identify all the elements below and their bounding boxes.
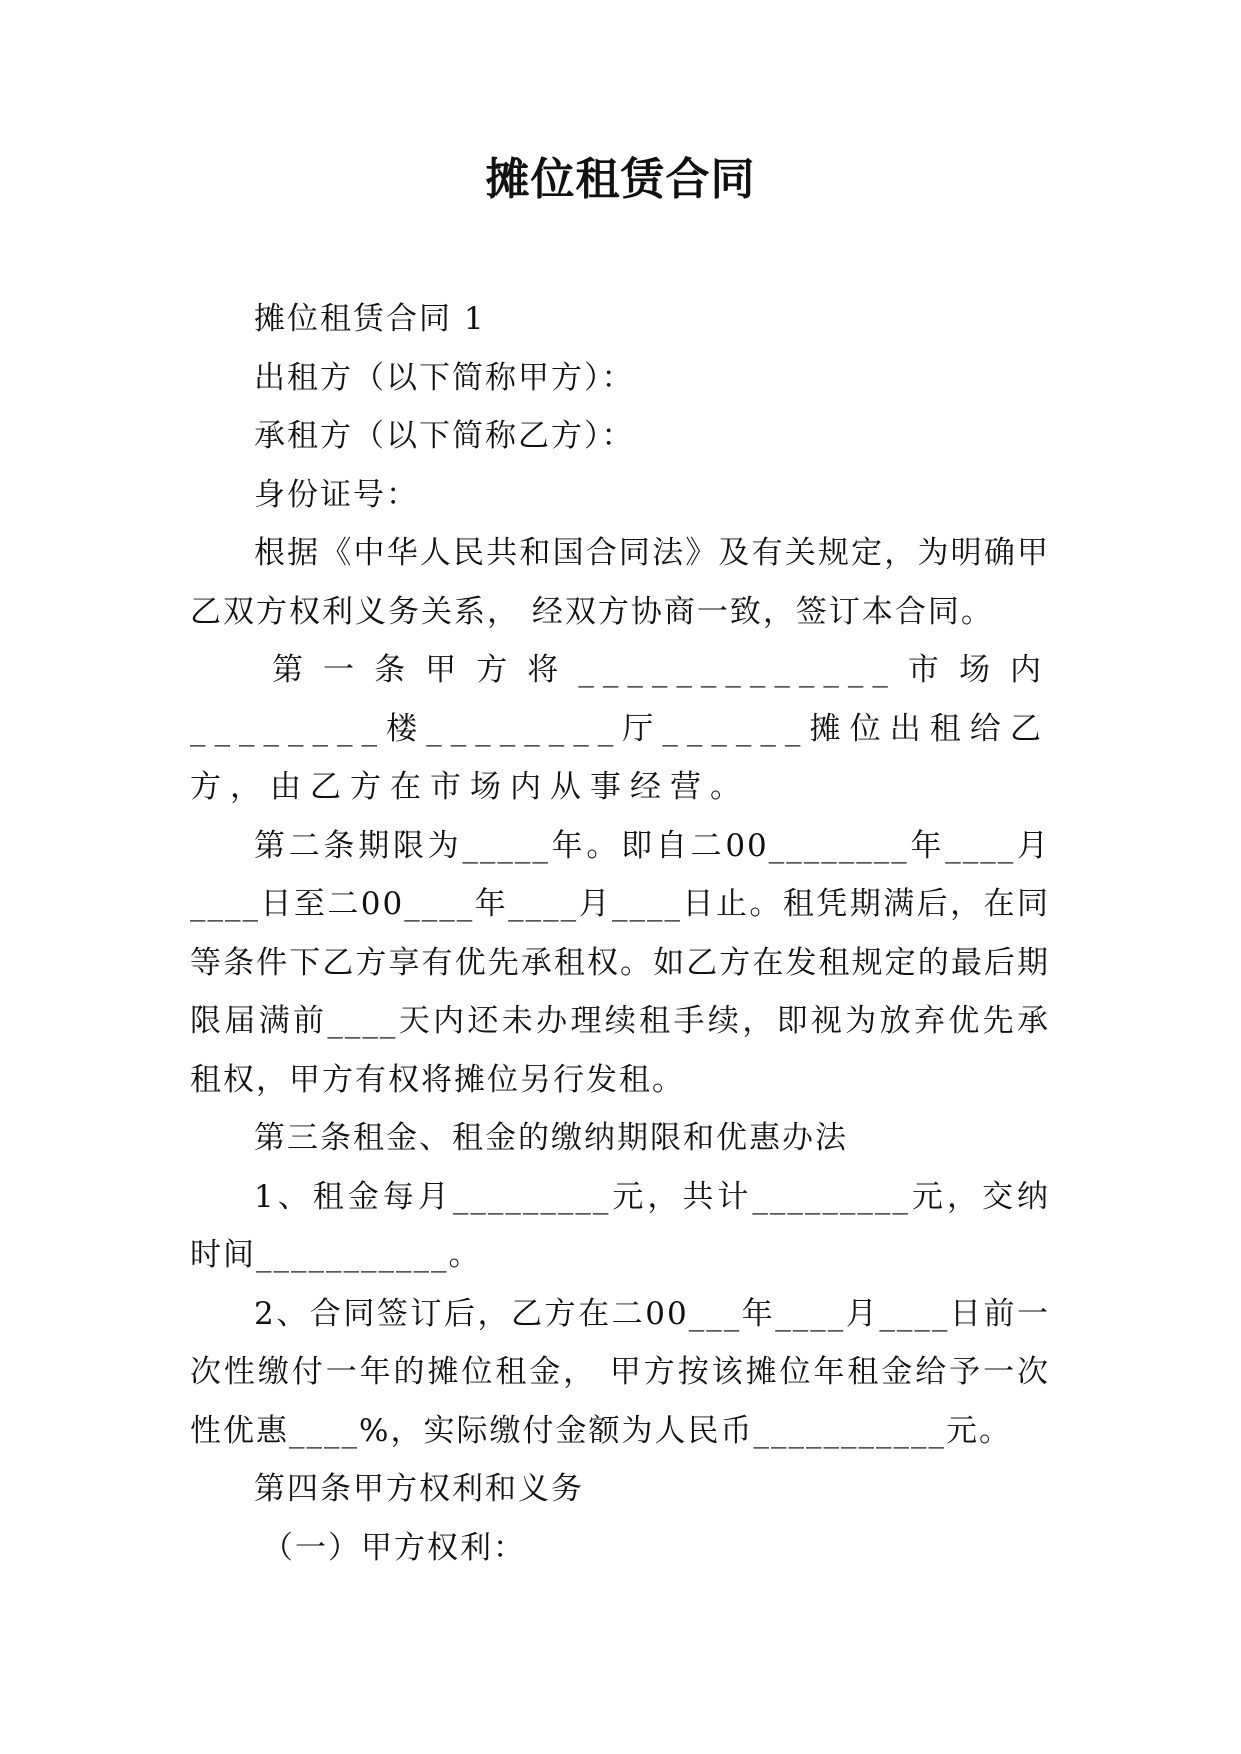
- id-number-line: 身份证号：: [254, 476, 419, 513]
- preamble-paragraph: 根据《中华人民共和国合同法》及有关规定，为明确甲乙双方权利义务关系， 经双方协商一致，签订本合同。: [190, 535, 1050, 630]
- lessee-line: 承租方（以下简称乙方）：: [254, 418, 635, 454]
- article-4-section-1-heading: （一）甲方权利：: [262, 1529, 526, 1566]
- article-3-item-2: 2、合同签订后，乙方在二00___年____月____日前一次性缴付一年的摊位租金， 甲方按该摊位年租金给予一次性优惠____%，实际缴付金额为人民币___________元。: [190, 1295, 1050, 1449]
- document-body: [190, 290, 1050, 1577]
- article-3-heading: 第三条租金、租金的缴纳期限和优惠办法: [254, 1120, 848, 1156]
- contract-subtitle: 摊位租赁合同 1: [254, 301, 486, 337]
- article-2-paragraph: 第二条期限为_____年。即自二00________年____月____日至二00____年____月____日止。租凭期满后，在同等条件下乙方享有优先承租权。如乙方在发租规定的最后期限届满前____天内还未办理续租手续，即视为放弃优先承租权，甲方有权将摊位另行发租。: [190, 827, 1050, 1098]
- document-title: 摊位租赁合同: [485, 154, 756, 205]
- article-1-paragraph: 第一条甲方将_____________市场内________楼________厅______摊位出租给乙方，由乙方在市场内从事经营。: [190, 652, 1050, 805]
- article-4-heading: 第四条甲方权利和义务: [254, 1471, 584, 1507]
- article-3-item-1: 1、租金每月_________元，共计_________元，交纳时间___________。: [190, 1178, 1050, 1273]
- lessor-line: 出租方（以下简称甲方）：: [254, 359, 635, 396]
